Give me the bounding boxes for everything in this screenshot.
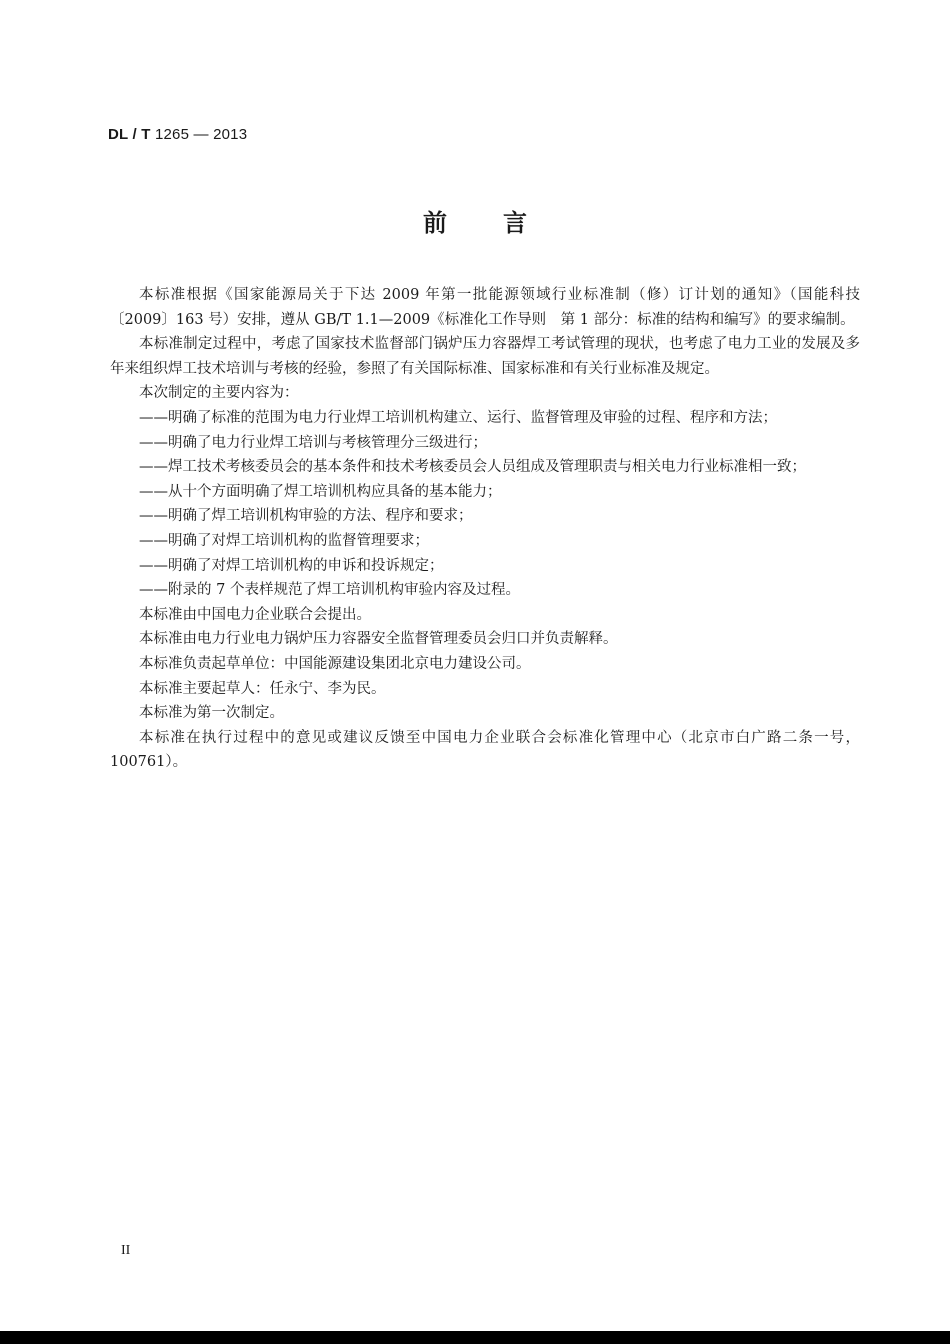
standard-prefix: DL / T <box>108 126 151 143</box>
paragraph: 本标准负责起草单位：中国能源建设集团北京电力建设公司。 <box>139 655 531 672</box>
page-number: II <box>121 1243 131 1258</box>
paragraph: 本标准在执行过程中的意见或建议反馈至中国电力企业联合会标准化管理中心（北京市白广路二条一号，100761）。 <box>110 729 860 771</box>
paragraph: 本标准为第一次制定。 <box>139 705 284 722</box>
list-item: ——明确了对焊工培训机构的监督管理要求； <box>139 532 429 549</box>
list-item: ——附录的 7 个表样规范了焊工培训机构审验内容及过程。 <box>139 582 520 599</box>
bottom-border <box>0 1331 950 1344</box>
standard-number <box>108 126 247 143</box>
list-item: ——明确了焊工培训机构审验的方法、程序和要求； <box>139 508 473 525</box>
paragraph: 本标准根据《国家能源局关于下达 2009 年第一批能源领域行业标准制（修）订计划的通知》（国能科技〔2009〕163 号）安排，遵从 GB/T 1.1—2009《标准化工作导则 第 1 部分：标准的结构和编写》的要求编制。 <box>110 287 860 328</box>
paragraph: 本标准由电力行业电力锅炉压力容器安全监督管理委员会归口并负责解释。 <box>139 631 618 648</box>
list-item: ——焊工技术考核委员会的基本条件和技术考核委员会人员组成及管理职责与相关电力行业标准相一致； <box>139 459 806 476</box>
paragraph: 本标准由中国电力企业联合会提出。 <box>139 606 371 623</box>
page-title: 前言 <box>423 209 583 237</box>
list-item: ——明确了标准的范围为电力行业焊工培训机构建立、运行、监督管理及审验的过程、程序和方法； <box>139 409 777 426</box>
list-item: ——明确了电力行业焊工培训与考核管理分三级进行； <box>139 434 487 451</box>
paragraph: 本次制定的主要内容为： <box>139 385 299 402</box>
list-item: ——明确了对焊工培训机构的申诉和投诉规定； <box>139 557 444 574</box>
list-item: ——从十个方面明确了焊工培训机构应具备的基本能力； <box>139 483 502 500</box>
foreword-body <box>110 283 860 775</box>
paragraph: 本标准制定过程中，考虑了国家技术监督部门锅炉压力容器焊工考试管理的现状，也考虑了电力工业的发展及多年来组织焊工技术培训与考核的经验，参照了有关国际标准、国家标准和有关行业标准及规定。 <box>110 336 860 377</box>
paragraph: 本标准主要起草人：任永宁、李为民。 <box>139 680 386 697</box>
standard-code: 1265 — 2013 <box>154 126 248 143</box>
